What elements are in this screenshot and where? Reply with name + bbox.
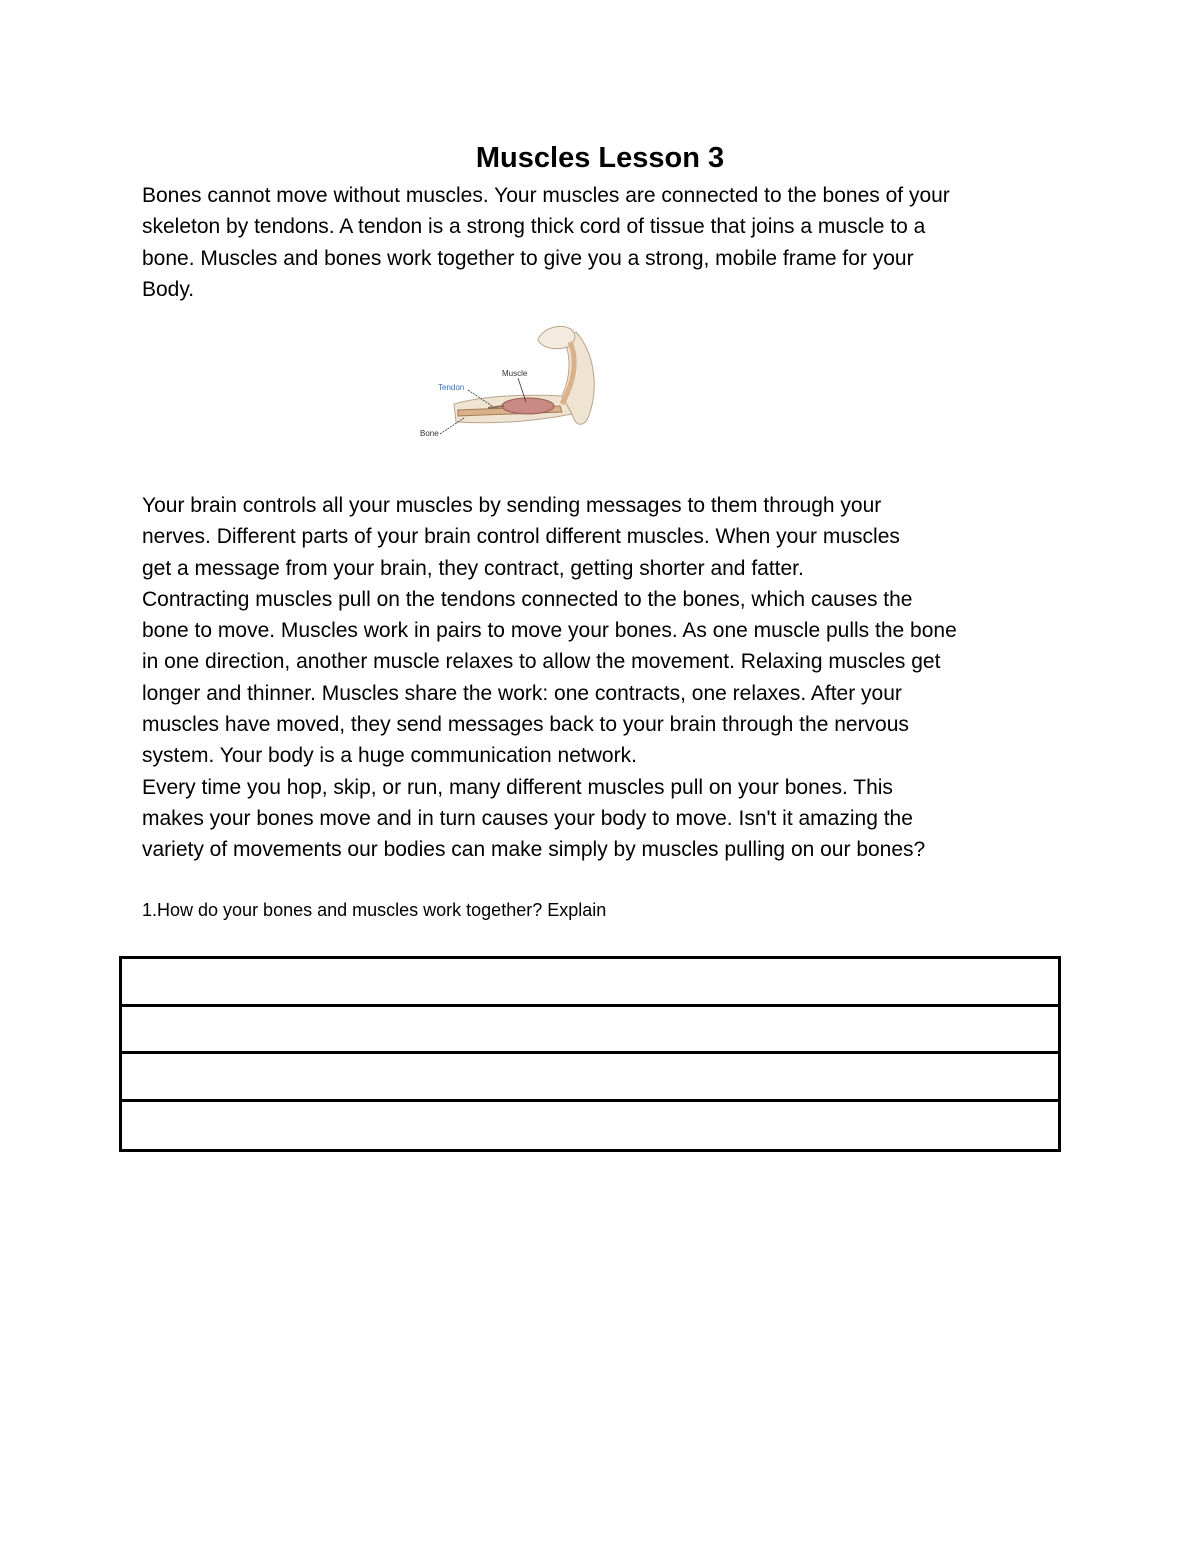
- main-line: in one direction, another muscle relaxes to allow the movement. Relaxing muscles get: [142, 650, 941, 674]
- label-tendon: Tendon: [438, 383, 465, 392]
- bone-pointer: [440, 418, 464, 434]
- main-paragraph: [142, 490, 1072, 866]
- main-line: longer and thinner. Muscles share the work: one contracts, one relaxes. After your: [142, 681, 902, 705]
- main-line: muscles have moved, they send messages back to your brain through the nervous: [142, 713, 909, 737]
- answer-input-2[interactable]: [122, 1007, 1058, 1052]
- intro-line: Bones cannot move without muscles. Your muscles are connected to the bones of your: [142, 184, 950, 207]
- muscle-shape: [502, 398, 554, 414]
- main-line: bone to move. Muscles work in pairs to move your bones. As one muscle pulls the bone: [142, 619, 957, 643]
- main-line: Your brain controls all your muscles by sending messages to them through your: [142, 494, 882, 517]
- arm-muscle-illustration: [412, 318, 612, 454]
- answer-input-1[interactable]: [122, 959, 1058, 1004]
- main-line: Contracting muscles pull on the tendons connected to the bones, which causes the: [142, 587, 913, 611]
- label-muscle: Muscle: [502, 369, 528, 378]
- main-line: makes your bones move and in turn causes your body to move. Isn't it amazing the: [142, 806, 913, 830]
- intro-line: skeleton by tendons. A tendon is a strong thick cord of tissue that joins a muscle to a: [142, 215, 926, 239]
- answer-input-3[interactable]: [122, 1054, 1058, 1099]
- label-bone: Bone: [420, 429, 439, 438]
- main-line: get a message from your brain, they contract, getting shorter and fatter.: [142, 556, 804, 580]
- intro-line: Body.: [142, 277, 195, 301]
- main-line: Every time you hop, skip, or run, many different muscles pull on your bones. This: [142, 775, 893, 799]
- answer-line-4[interactable]: [122, 1102, 1058, 1150]
- intro-line: bone. Muscles and bones work together to give you a strong, mobile frame for your: [142, 246, 914, 270]
- question-1: 1.How do your bones and muscles work together? Explain: [142, 900, 607, 920]
- main-line: system. Your body is a huge communication network.: [142, 744, 637, 768]
- answer-line-2[interactable]: [122, 1007, 1058, 1055]
- answer-input-4[interactable]: [122, 1102, 1058, 1150]
- main-line: nerves. Different parts of your brain control different muscles. When your muscles: [142, 525, 900, 549]
- arm-muscle-diagram: [412, 318, 612, 454]
- answer-line-3[interactable]: [122, 1054, 1058, 1102]
- answer-line-1[interactable]: [122, 959, 1058, 1007]
- page-title: Muscles Lesson 3: [475, 142, 725, 174]
- intro-paragraph: [142, 180, 1072, 305]
- answer-box: [119, 956, 1061, 1152]
- main-line: variety of movements our bodies can make simply by muscles pulling on our bones?: [142, 838, 926, 862]
